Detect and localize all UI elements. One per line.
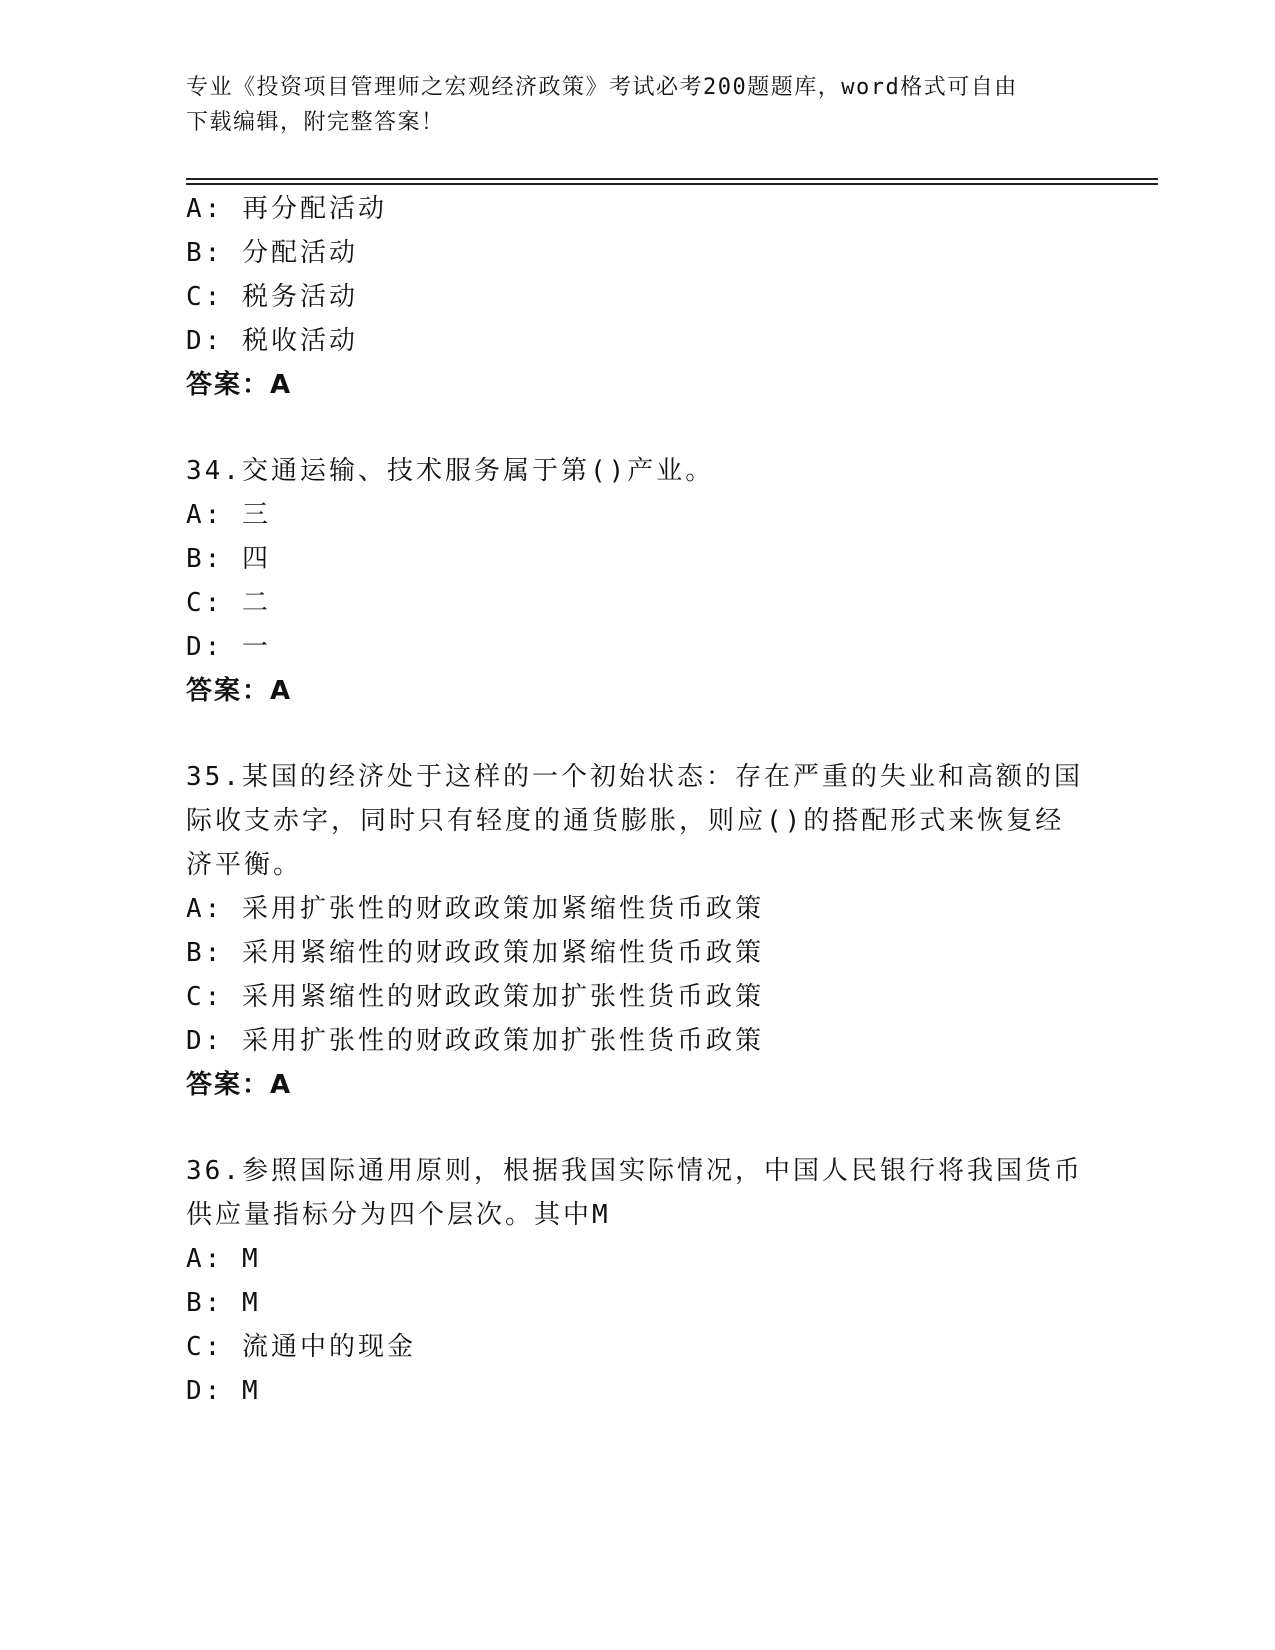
q33-option-d: D: 税收活动: [186, 326, 358, 356]
q34-option-b: B: 四: [186, 544, 271, 574]
document-header: [186, 70, 1086, 140]
q34-option-d: D: 一: [186, 632, 271, 662]
q34-option-a: A: 三: [186, 500, 271, 530]
q35-option-c: C: 采用紧缩性的财政政策加扩张性货币政策: [186, 982, 764, 1012]
q34-answer: 答案：A: [186, 676, 293, 706]
q36-option-a: A: M: [186, 1244, 261, 1274]
q35-stem-line-1: 35.某国的经济处于这样的一个初始状态：存在严重的失业和高额的国: [186, 762, 1083, 792]
header-divider-bottom: [186, 183, 1158, 185]
q35-stem-line-2: 际收支赤字，同时只有轻度的通货膨胀，则应()的搭配形式来恢复经: [186, 806, 1065, 836]
q36-option-c: C: 流通中的现金: [186, 1332, 416, 1362]
q33-answer: 答案：A: [186, 370, 293, 400]
q33-option-b: B: 分配活动: [186, 238, 358, 268]
q34-stem: 34.交通运输、技术服务属于第()产业。: [186, 456, 715, 486]
q34-option-c: C: 二: [186, 588, 271, 618]
q35-answer: 答案：A: [186, 1070, 293, 1100]
q36-option-b: B: M: [186, 1288, 261, 1318]
header-divider-top: [186, 178, 1158, 180]
q35-option-a: A: 采用扩张性的财政政策加紧缩性货币政策: [186, 894, 764, 924]
q33-option-a: A: 再分配活动: [186, 194, 387, 224]
q36-stem-line-2: 供应量指标分为四个层次。其中M: [186, 1200, 611, 1230]
header-line-2: 下载编辑，附完整答案！: [186, 110, 445, 135]
q36-option-d: D: M: [186, 1376, 261, 1406]
q33-option-c: C: 税务活动: [186, 282, 358, 312]
q35-option-b: B: 采用紧缩性的财政政策加紧缩性货币政策: [186, 938, 764, 968]
q36-stem-line-1: 36.参照国际通用原则，根据我国实际情况，中国人民银行将我国货币: [186, 1156, 1083, 1186]
header-line-1: 专业《投资项目管理师之宏观经济政策》考试必考200题题库，word格式可自由: [186, 75, 1018, 100]
q35-stem-line-3: 济平衡。: [186, 850, 303, 880]
q35-option-d: D: 采用扩张性的财政政策加扩张性货币政策: [186, 1026, 764, 1056]
